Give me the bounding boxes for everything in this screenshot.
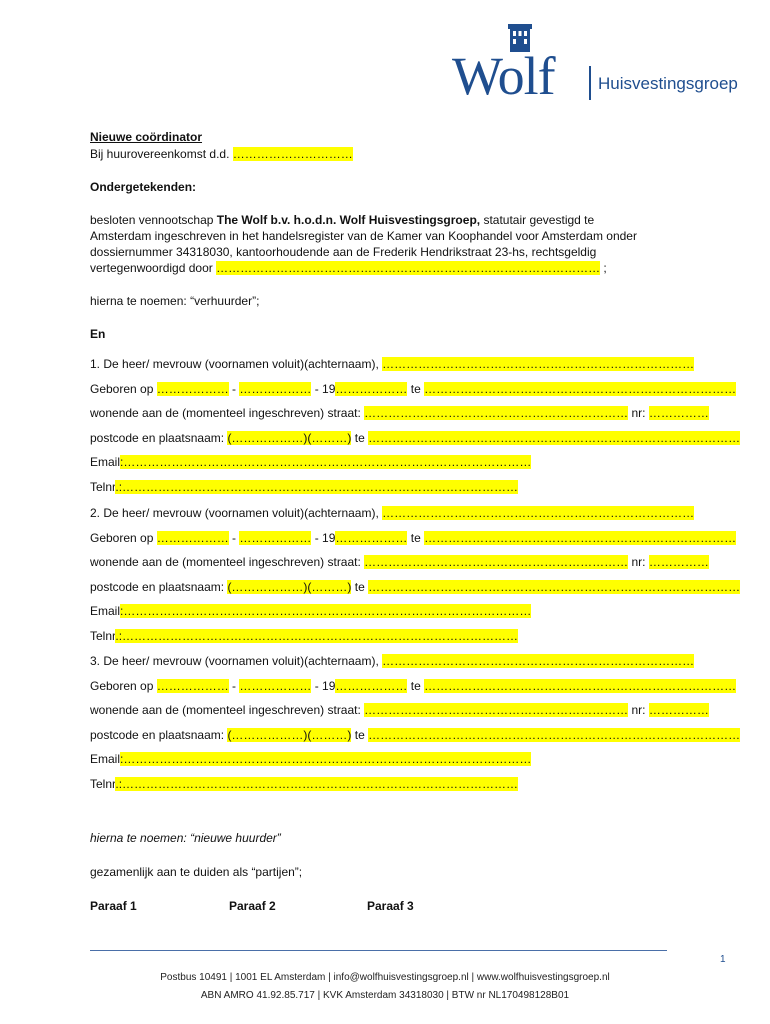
email-label: Email — [90, 455, 121, 469]
phone-field[interactable]: .:……………………………………………………………………………………… — [115, 776, 519, 791]
representative-field[interactable]: …………………………………………………………………………………… — [216, 261, 601, 275]
tenant-name-label: 1. De heer/ mevrouw (voornamen voluit)(achternaam), — [90, 357, 383, 371]
tenant-name-field[interactable]: …………………………………………………………………… — [382, 654, 695, 668]
email-field[interactable]: :………………………………………………………………………………………… — [120, 752, 532, 766]
postal-label: postcode en plaatsnaam: — [90, 430, 228, 445]
date-separator: - — [228, 381, 240, 396]
date-separator: - — [228, 678, 240, 693]
intro-line-4 — [90, 260, 607, 276]
landlord-note: hierna te noemen: “verhuurder”; — [90, 294, 260, 308]
street-field[interactable]: ………………………………………………………… — [364, 406, 629, 420]
email-label: Email — [90, 752, 121, 766]
page-number: 1 — [720, 954, 726, 965]
contract-date-label: Bij huurovereenkomst d.d. — [90, 147, 233, 161]
tenant-birth-row — [90, 530, 736, 546]
tenant-street-row — [90, 702, 709, 718]
contract-date-field[interactable]: ………………………… — [232, 147, 353, 161]
phone-field[interactable]: .:……………………………………………………………………………………… — [115, 479, 519, 494]
house-number-field[interactable]: …………… — [648, 406, 709, 420]
initials-1: Paraaf 1 — [90, 899, 137, 913]
tenant-name-row — [90, 505, 694, 521]
signers-heading: Ondergetekenden: — [90, 180, 197, 194]
phone-label: Telnr — [90, 776, 116, 791]
initials-2: Paraaf 2 — [229, 899, 276, 913]
footer-contact: Postbus 10491 | 1001 EL Amsterdam | info@wolfhuisvestingsgroep.nl | www.wolfhuisvestingsgroep.nl — [160, 972, 610, 983]
birth-year-field[interactable]: ……………… — [335, 530, 408, 545]
parties-note: gezamenlijk aan te duiden als “partijen”; — [90, 865, 303, 879]
tenant-name-row — [90, 356, 694, 372]
birthplace-field[interactable]: …………………………………………………………………… — [424, 530, 737, 545]
intro-line-2: Amsterdam ingeschreven in het handelsregister van de Kamer van Koophandel voor Amsterdam onder — [90, 229, 637, 243]
city-label: te — [351, 430, 369, 445]
postal-code-field[interactable]: (………………)(………) — [227, 430, 352, 445]
date-separator: - 19 — [311, 381, 336, 396]
tenant-street-row — [90, 554, 709, 570]
postal-code-field[interactable]: (………………)(………) — [227, 579, 352, 594]
intro-text: vertegenwoordigd door — [90, 261, 217, 275]
tenant-name-label: 3. De heer/ mevrouw (voornamen voluit)(achternaam), — [90, 654, 383, 668]
birthplace-field[interactable]: …………………………………………………………………… — [424, 381, 737, 396]
house-number-field[interactable]: …………… — [648, 703, 709, 717]
birthplace-label: te — [407, 678, 425, 693]
city-field[interactable]: ………………………………………………………………………………… — [368, 430, 741, 445]
tenant-name-row — [90, 653, 694, 669]
logo-subtitle: Huisvestingsgroep — [598, 74, 738, 93]
date-separator: - — [228, 530, 240, 545]
street-label: wonende aan de (momenteel ingeschreven) straat: — [90, 703, 365, 717]
city-field[interactable]: ………………………………………………………………………………… — [368, 727, 741, 742]
tenant-email-row — [90, 454, 531, 470]
birthplace-field[interactable]: …………………………………………………………………… — [424, 678, 737, 693]
birth-day-field[interactable]: ……………… — [156, 381, 229, 396]
street-label: wonende aan de (momenteel ingeschreven) straat: — [90, 406, 365, 420]
email-field[interactable]: :………………………………………………………………………………………… — [120, 604, 532, 618]
tenant-phone-row — [90, 479, 518, 495]
birth-day-field[interactable]: ……………… — [156, 678, 229, 693]
birth-label: Geboren op — [90, 530, 157, 545]
page-title: Nieuwe coördinator — [90, 130, 203, 144]
house-number-label: nr: — [628, 406, 649, 420]
intro-text: besloten vennootschap — [90, 213, 217, 227]
logo-wordmark: Wolf — [452, 46, 555, 106]
phone-label: Telnr — [90, 628, 116, 643]
footer-divider — [90, 950, 667, 951]
footer-registration: ABN AMRO 41.92.85.717 | KVK Amsterdam 34318030 | BTW nr NL170498128B01 — [200, 990, 570, 1001]
date-separator: - 19 — [311, 530, 336, 545]
initials-3: Paraaf 3 — [367, 899, 414, 913]
birthplace-label: te — [407, 381, 425, 396]
and-label: En — [90, 327, 106, 341]
house-number-label: nr: — [628, 555, 649, 569]
logo-divider — [589, 66, 591, 100]
tenant-street-row — [90, 405, 709, 421]
birth-label: Geboren op — [90, 678, 157, 693]
intro-text: ; — [600, 261, 607, 275]
birthplace-label: te — [407, 530, 425, 545]
city-label: te — [351, 727, 369, 742]
contract-date-row — [90, 146, 353, 162]
tenant-email-row — [90, 603, 531, 619]
house-number-field[interactable]: …………… — [648, 555, 709, 569]
street-field[interactable]: ………………………………………………………… — [364, 703, 629, 717]
intro-line-1 — [90, 212, 594, 228]
tenant-phone-row — [90, 628, 518, 644]
street-field[interactable]: ………………………………………………………… — [364, 555, 629, 569]
birth-month-field[interactable]: ……………… — [239, 381, 312, 396]
house-number-label: nr: — [628, 703, 649, 717]
phone-field[interactable]: .:……………………………………………………………………………………… — [115, 628, 519, 643]
birth-month-field[interactable]: ……………… — [239, 530, 312, 545]
intro-text: statutair gevestigd te — [480, 213, 595, 227]
tenant-birth-row — [90, 678, 736, 694]
tenant-email-row — [90, 751, 531, 767]
email-field[interactable]: :………………………………………………………………………………………… — [120, 455, 532, 469]
birth-day-field[interactable]: ……………… — [156, 530, 229, 545]
birth-month-field[interactable]: ……………… — [239, 678, 312, 693]
phone-label: Telnr — [90, 479, 116, 494]
tenant-phone-row — [90, 776, 518, 792]
email-label: Email — [90, 604, 121, 618]
postal-label: postcode en plaatsnaam: — [90, 727, 228, 742]
tenant-name-field[interactable]: …………………………………………………………………… — [382, 506, 695, 520]
city-label: te — [351, 579, 369, 594]
tenant-name-field[interactable]: …………………………………………………………………… — [382, 357, 695, 371]
birth-year-field[interactable]: ……………… — [335, 381, 408, 396]
tenant-birth-row — [90, 381, 736, 397]
tenant-postal-row — [90, 727, 740, 743]
city-field[interactable]: ………………………………………………………………………………… — [368, 579, 741, 594]
date-separator: - 19 — [311, 678, 336, 693]
wolf-logo — [452, 22, 752, 106]
birth-year-field[interactable]: ……………… — [335, 678, 408, 693]
street-label: wonende aan de (momenteel ingeschreven) straat: — [90, 555, 365, 569]
company-name: The Wolf b.v. h.o.d.n. Wolf Huisvestingsgroep, — [216, 213, 481, 227]
tenant-postal-row — [90, 430, 740, 446]
birth-label: Geboren op — [90, 381, 157, 396]
tenant-note: hierna te noemen: “nieuwe huurder” — [90, 831, 281, 845]
tenant-name-label: 2. De heer/ mevrouw (voornamen voluit)(achternaam), — [90, 506, 383, 520]
tenant-postal-row — [90, 579, 740, 595]
intro-line-3: dossiernummer 34318030, kantoorhoudende aan de Frederik Hendrikstraat 23-hs, rechtsgeldig — [90, 245, 597, 259]
postal-code-field[interactable]: (………………)(………) — [227, 727, 352, 742]
postal-label: postcode en plaatsnaam: — [90, 579, 228, 594]
